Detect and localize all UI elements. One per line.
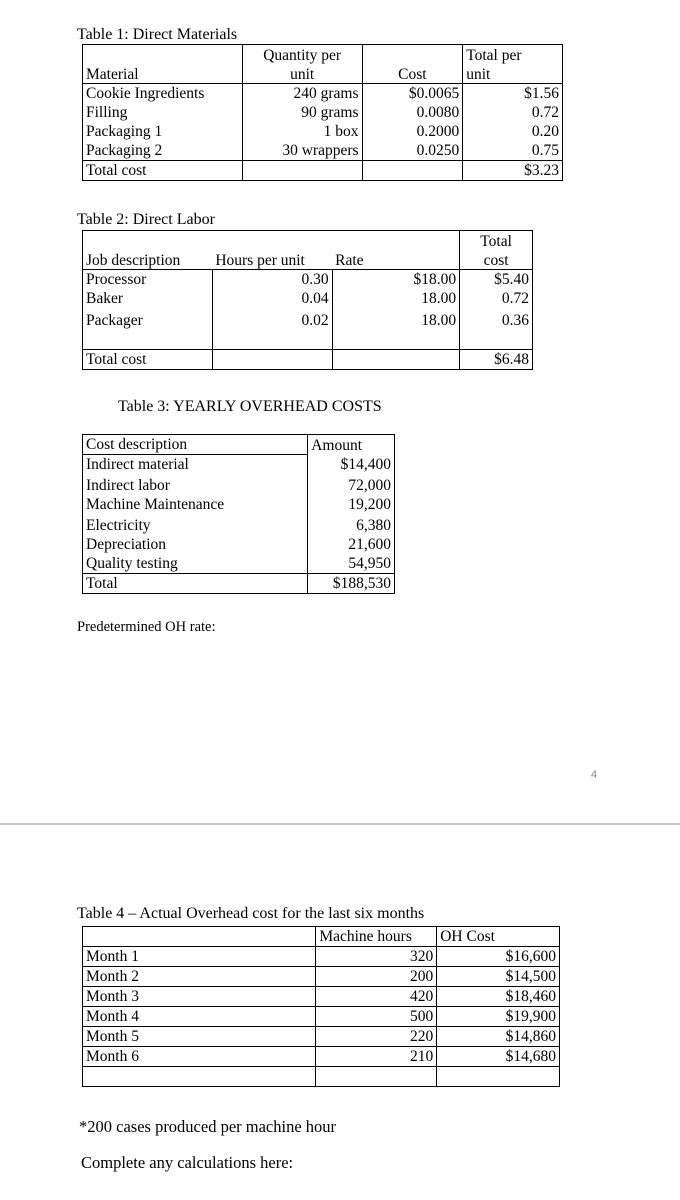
table-row	[83, 1027, 560, 1047]
page-number: 4	[591, 769, 598, 781]
table-row	[83, 947, 560, 967]
t3-grand-total: $188,530	[308, 574, 395, 594]
t2-rate-cell: 18.00	[332, 308, 460, 330]
t4-cost-cell: $16,600	[437, 947, 560, 967]
t4-month-cell: Month 3	[83, 987, 316, 1007]
table4-caption: Table 4 – Actual Overhead cost for the last six months	[77, 905, 425, 922]
t4-hours-cell: 320	[316, 947, 437, 967]
page-divider	[0, 823, 680, 825]
table-row	[83, 1007, 560, 1027]
t3-description-cell: Machine Maintenance	[83, 495, 308, 514]
table-total-row	[83, 161, 563, 181]
t4-hours-cell: 200	[316, 967, 437, 987]
t4-month-cell: Month 4	[83, 1007, 316, 1027]
t4-hours-header: Machine hours	[316, 927, 437, 947]
table-row	[83, 84, 563, 104]
table-row	[83, 987, 560, 1007]
t1-material-cell: Cookie Ingredients	[83, 84, 243, 104]
t1-qty-header-2: unit	[242, 64, 362, 84]
t3-amount-header: Amount	[308, 435, 395, 455]
t4-cost-header: OH Cost	[437, 927, 560, 947]
t2-hours-cell: 0.30	[212, 270, 332, 290]
t4-cost-cell: $14,500	[437, 967, 560, 987]
table-row	[83, 141, 563, 161]
t1-total-cell: $1.56	[463, 84, 563, 104]
t4-hours-cell: 420	[316, 987, 437, 1007]
t1-material-cell: Packaging 2	[83, 141, 243, 161]
table1-caption: Table 1: Direct Materials	[77, 26, 238, 43]
t4-hours-cell: 500	[316, 1007, 437, 1027]
t4-hours-cell: 210	[316, 1047, 437, 1067]
table-total-row	[83, 574, 395, 594]
table-row	[83, 289, 533, 308]
table-row	[83, 455, 395, 475]
table-row	[83, 535, 395, 554]
t3-description-cell: Depreciation	[83, 535, 308, 554]
t2-grand-total: $6.48	[460, 350, 533, 370]
t4-month-cell: Month 1	[83, 947, 316, 967]
actual-overhead-table	[82, 926, 560, 1087]
t2-total-cell: 0.72	[460, 289, 533, 308]
t3-amount-cell: 19,200	[308, 495, 395, 514]
t1-total-cell: 0.72	[463, 103, 563, 122]
table-row	[83, 474, 395, 495]
t4-cost-cell: $18,460	[437, 987, 560, 1007]
t1-total-label: Total cost	[83, 161, 243, 181]
t3-description-header: Cost description	[83, 435, 308, 455]
t1-grand-total: $3.23	[463, 161, 563, 181]
table-row	[83, 122, 563, 141]
t2-hours-header: Hours per unit	[212, 250, 332, 270]
table-row	[83, 1047, 560, 1067]
t1-total-cell: 0.20	[463, 122, 563, 141]
t2-job-cell: Baker	[83, 289, 213, 308]
t1-cost-cell: 0.0080	[362, 103, 463, 122]
table-row	[83, 308, 533, 330]
t1-qty-cell: 1 box	[242, 122, 362, 141]
t1-qty-cell: 30 wrappers	[242, 141, 362, 161]
t1-total-header-2: unit	[463, 64, 563, 84]
table-row	[83, 554, 395, 574]
t2-job-cell: Processor	[83, 270, 213, 290]
direct-materials-table	[82, 44, 563, 181]
t3-description-cell: Quality testing	[83, 554, 308, 574]
t4-month-cell: Month 5	[83, 1027, 316, 1047]
t4-month-cell: Month 2	[83, 967, 316, 987]
t4-cost-cell: $19,900	[437, 1007, 560, 1027]
t2-total-cell: 0.36	[460, 308, 533, 330]
table-row	[83, 270, 533, 290]
yearly-overhead-table	[82, 434, 395, 594]
t1-total-header-1: Total per	[463, 45, 563, 65]
footnote: *200 cases produced per machine hour	[79, 1117, 337, 1136]
t2-total-header-2: cost	[460, 250, 533, 270]
t1-material-header: Material	[83, 64, 243, 84]
table-row	[83, 514, 395, 535]
table-row	[83, 103, 563, 122]
table3-caption: Table 3: YEARLY OVERHEAD COSTS	[118, 398, 382, 415]
t2-hours-cell: 0.04	[212, 289, 332, 308]
t3-amount-cell: 54,950	[308, 554, 395, 574]
t2-job-cell: Packager	[83, 308, 213, 330]
table-row	[83, 495, 395, 514]
predetermined-oh-rate-label: Predetermined OH rate:	[77, 619, 216, 635]
t2-total-label: Total cost	[83, 350, 213, 370]
t1-qty-cell: 240 grams	[242, 84, 362, 104]
t3-description-cell: Indirect labor	[83, 474, 308, 495]
t1-qty-cell: 90 grams	[242, 103, 362, 122]
t4-month-header	[83, 927, 316, 947]
t1-qty-header-1: Quantity per	[242, 45, 362, 65]
calculations-prompt: Complete any calculations here:	[81, 1153, 294, 1172]
t4-hours-cell: 220	[316, 1027, 437, 1047]
t3-amount-cell: $14,400	[308, 455, 395, 475]
t4-cost-cell: $14,860	[437, 1027, 560, 1047]
t1-material-cell: Filling	[83, 103, 243, 122]
t3-description-cell: Indirect material	[83, 455, 308, 475]
t2-job-header: Job description	[83, 250, 213, 270]
t2-rate-cell: $18.00	[332, 270, 460, 290]
table-row	[83, 967, 560, 987]
t3-amount-cell: 6,380	[308, 514, 395, 535]
t2-rate-header: Rate	[332, 250, 460, 270]
t1-cost-cell: 0.0250	[362, 141, 463, 161]
t3-description-cell: Electricity	[83, 514, 308, 535]
t1-cost-header: Cost	[362, 64, 463, 84]
t2-total-cell: $5.40	[460, 270, 533, 290]
t4-cost-cell: $14,680	[437, 1047, 560, 1067]
table-total-row	[83, 350, 533, 370]
t2-rate-cell: 18.00	[332, 289, 460, 308]
table2-caption: Table 2: Direct Labor	[77, 211, 215, 228]
t2-hours-cell: 0.02	[212, 308, 332, 330]
direct-labor-table	[82, 230, 533, 370]
t1-total-cell: 0.75	[463, 141, 563, 161]
t4-month-cell: Month 6	[83, 1047, 316, 1067]
t1-cost-cell: $0.0065	[362, 84, 463, 104]
t3-amount-cell: 72,000	[308, 474, 395, 495]
t3-amount-cell: 21,600	[308, 535, 395, 554]
t2-total-header-1: Total	[460, 231, 533, 251]
t1-cost-cell: 0.2000	[362, 122, 463, 141]
t1-material-cell: Packaging 1	[83, 122, 243, 141]
t3-total-label: Total	[83, 574, 308, 594]
